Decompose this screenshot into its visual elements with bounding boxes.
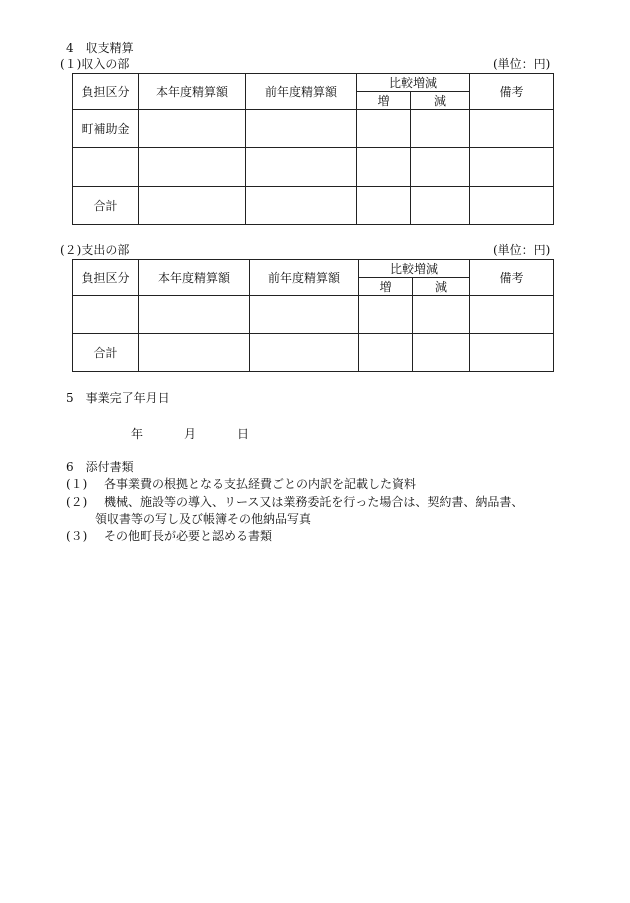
date-month-label: 月 bbox=[184, 427, 197, 441]
header-remarks: 備考 bbox=[470, 260, 554, 296]
cell-previous bbox=[246, 187, 357, 225]
cell-current bbox=[139, 110, 246, 148]
header-decrease: 減 bbox=[413, 278, 470, 296]
total-label: 合計 bbox=[73, 334, 139, 372]
attachment-item-2-continuation: 領収書等の写し及び帳簿その他納品写真 bbox=[95, 512, 312, 526]
income-unit-label: (単位：円) bbox=[493, 57, 551, 71]
expense-table bbox=[72, 259, 554, 372]
header-comparison: 比較増減 bbox=[359, 260, 470, 278]
cell-current bbox=[139, 148, 246, 187]
cell-increase bbox=[357, 110, 411, 148]
header-current-amount: 本年度精算額 bbox=[139, 260, 250, 296]
header-remarks: 備考 bbox=[470, 74, 554, 110]
cell-current bbox=[139, 296, 250, 334]
cell-remarks bbox=[470, 110, 554, 148]
table-row-total bbox=[73, 187, 554, 225]
date-year-label: 年 bbox=[131, 427, 144, 441]
table-row bbox=[73, 110, 554, 148]
section-4-heading: 4 収支精算 bbox=[66, 41, 134, 55]
income-section-label: (１)収入の部 bbox=[60, 57, 130, 71]
cell-previous bbox=[250, 334, 359, 372]
attachment-item-2-number: (２) bbox=[66, 495, 88, 509]
cell-remarks bbox=[470, 334, 554, 372]
attachment-item-3-number: (３) bbox=[66, 529, 88, 543]
cell-increase bbox=[357, 148, 411, 187]
attachment-item-2-text: 機械、施設等の導入、リース又は業務委託を行った場合は、契約書、納品書、 bbox=[104, 495, 524, 509]
header-increase: 増 bbox=[359, 278, 413, 296]
section-5-heading: 5 事業完了年月日 bbox=[66, 391, 170, 405]
cell-decrease bbox=[411, 187, 470, 225]
cell-decrease bbox=[411, 148, 470, 187]
cell-increase bbox=[357, 187, 411, 225]
cell-remarks bbox=[470, 187, 554, 225]
cell-current bbox=[139, 187, 246, 225]
header-category: 負担区分 bbox=[73, 74, 139, 110]
cell-decrease bbox=[413, 334, 470, 372]
cell-decrease bbox=[413, 296, 470, 334]
header-decrease: 減 bbox=[411, 92, 470, 110]
section-6-heading: 6 添付書類 bbox=[66, 460, 134, 474]
header-category: 負担区分 bbox=[73, 260, 139, 296]
row-category: 町補助金 bbox=[73, 110, 139, 148]
cell-previous bbox=[246, 110, 357, 148]
header-increase: 増 bbox=[357, 92, 411, 110]
expense-section-label: (２)支出の部 bbox=[60, 243, 130, 257]
date-day-label: 日 bbox=[237, 427, 250, 441]
attachment-item-1-number: (１) bbox=[66, 477, 88, 491]
expense-unit-label: (単位：円) bbox=[493, 243, 551, 257]
cell-current bbox=[139, 334, 250, 372]
row-category bbox=[73, 296, 139, 334]
attachment-item-1-text: 各事業費の根拠となる支払経費ごとの内訳を記載した資料 bbox=[104, 477, 417, 491]
header-previous-amount: 前年度精算額 bbox=[246, 74, 357, 110]
cell-remarks bbox=[470, 148, 554, 187]
table-row bbox=[73, 296, 554, 334]
table-row-total bbox=[73, 334, 554, 372]
cell-increase bbox=[359, 296, 413, 334]
income-table bbox=[72, 73, 554, 225]
cell-previous bbox=[246, 148, 357, 187]
cell-previous bbox=[250, 296, 359, 334]
header-comparison: 比較増減 bbox=[357, 74, 470, 92]
cell-remarks bbox=[470, 296, 554, 334]
row-category bbox=[73, 148, 139, 187]
total-label: 合計 bbox=[73, 187, 139, 225]
table-row bbox=[73, 148, 554, 187]
attachment-item-3-text: その他町長が必要と認める書類 bbox=[104, 529, 273, 543]
cell-decrease bbox=[411, 110, 470, 148]
header-current-amount: 本年度精算額 bbox=[139, 74, 246, 110]
cell-increase bbox=[359, 334, 413, 372]
header-previous-amount: 前年度精算額 bbox=[250, 260, 359, 296]
